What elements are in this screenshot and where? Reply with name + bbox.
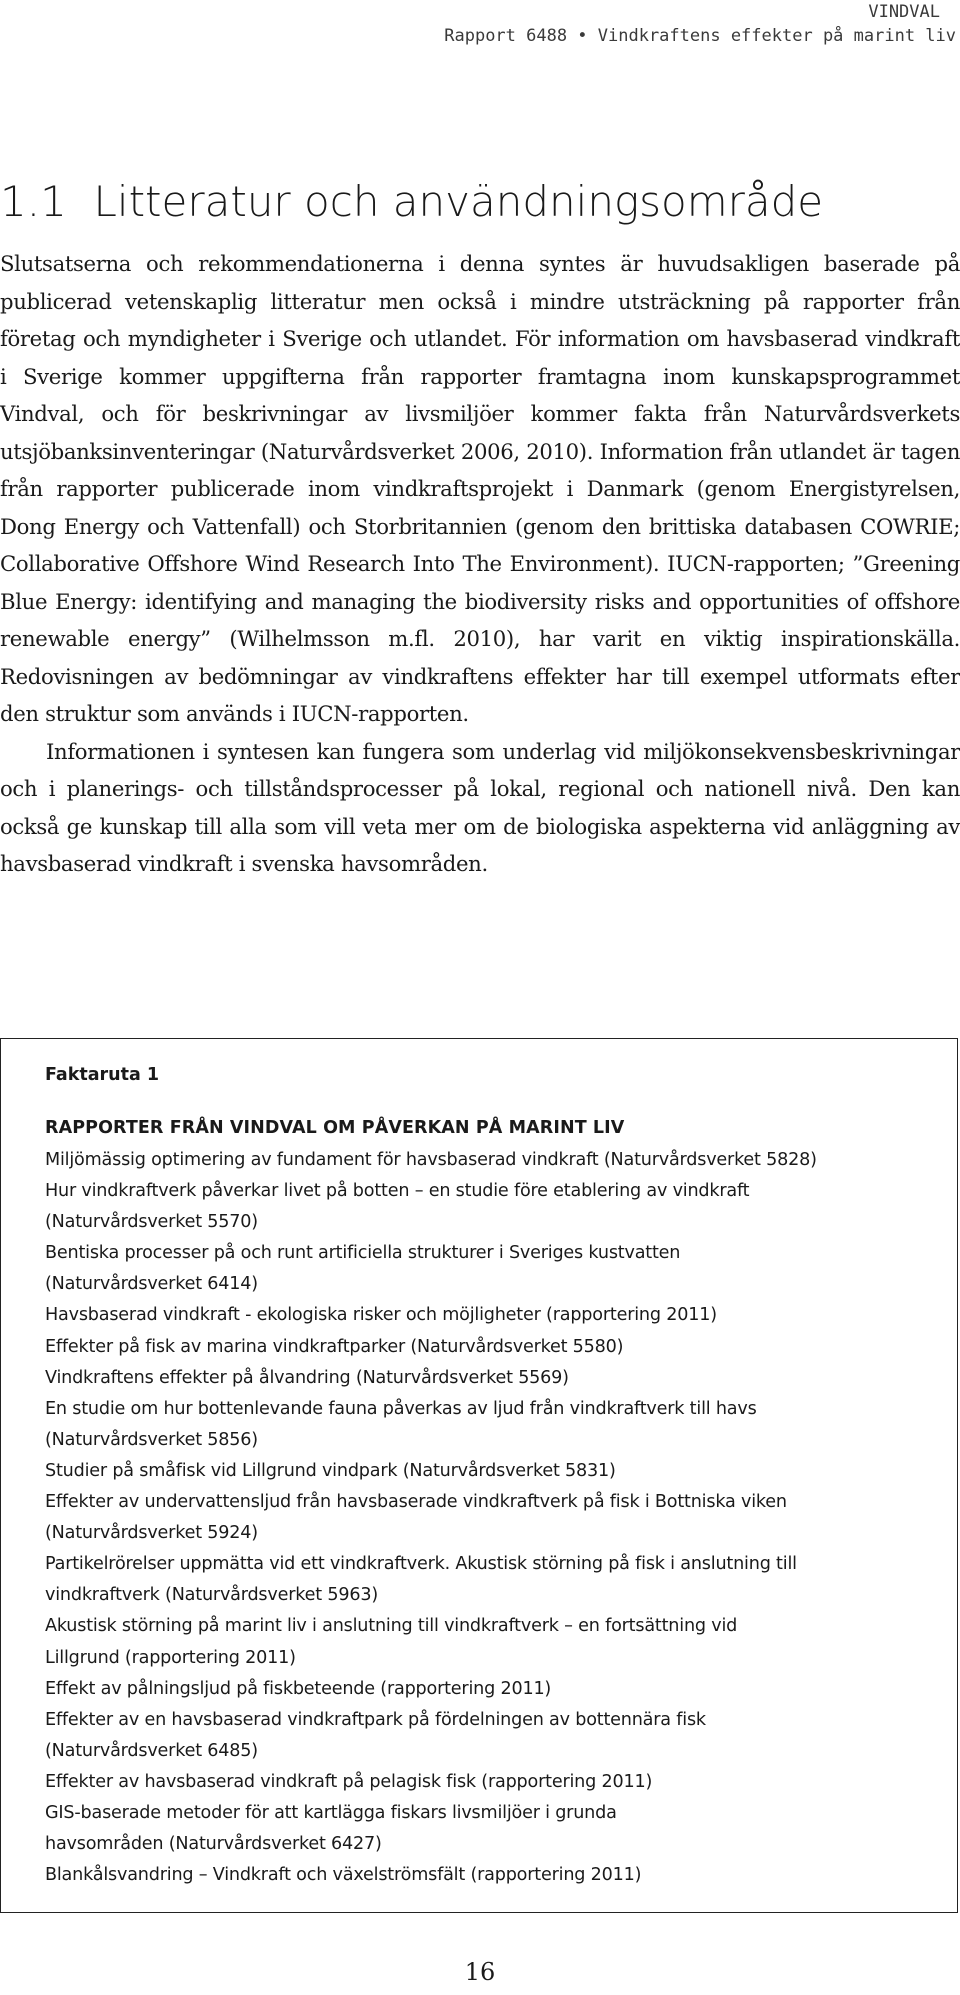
paragraph: Informationen i syntesen kan fungera som underlag vid miljökonsekvensbeskrivningar och i planerings- och tillståndsprocesser på lokal, regional och nationell nivå. Den kan också ge kunskap till alla som vill veta mer om de biologiska aspekterna vid anläggning av havsbaserad vindkraft i svenska havsområden. <box>0 738 960 876</box>
report-list <box>45 1145 937 1891</box>
list-item: GIS-baserade metoder för att kartlägga fiskars livsmiljöer i grunda <box>45 1802 617 1823</box>
paragraph: Slutsatserna och rekommendationerna i denna syntes är huvudsakligen baserade på publicerad vetenskaplig litteratur men också i mindre utsträckning på rapporter från företag och myndigheter i Sverige och utlandet. För information om havsbaserad vindkraft i Sverige kommer uppgifterna från rapporter framtagna inom kunskapsprogrammet Vindval, och för beskrivningar av livsmiljöer kommer fakta från Naturvårdsverkets utsjöbanksinventeringar (Naturvårdsverket 2006, 2010). Information från utlandet är tagen från rapporter publicerade inom vindkraftsprojekt i Danmark (genom Energistyrelsen, Dong Energy och Vattenfall) och Storbritannien (genom den brittiska databasen COWRIE; Collaborative Offshore Wind Research Into The Environment). IUCN-rapporten; ”Greening Blue Energy: identifying and managing the biodiversity risks and opportunities of offshore renewable energy” (Wilhelmsson m.fl. 2010), har varit en viktig inspirationskälla. Redovisningen av bedömningar av vindkraftens effekter har till exempel utformats efter den struktur som används i IUCN-rapporten. <box>0 251 960 726</box>
running-header <box>0 0 960 48</box>
list-item: (Naturvårdsverket 6414) <box>45 1274 258 1295</box>
list-item: (Naturvårdsverket 6485) <box>45 1740 258 1761</box>
series-name: VINDVAL <box>868 2 940 22</box>
page-number: 16 <box>464 1958 496 1986</box>
list-item: Effekter av en havsbaserad vindkraftpark på fördelningen av bottennära fisk <box>45 1709 706 1730</box>
body-text <box>0 245 960 883</box>
factbox <box>0 1038 958 1913</box>
section-heading <box>0 178 823 226</box>
list-item: Miljömässig optimering av fundament för havsbaserad vindkraft (Naturvårdsverket 5828) <box>45 1150 817 1170</box>
list-item: (Naturvårdsverket 5924) <box>45 1523 258 1544</box>
section-title: Litteratur och användningsområde <box>93 177 824 226</box>
list-item: havsområden (Naturvårdsverket 6427) <box>45 1834 382 1855</box>
list-item: Effekter av undervattensljud från havsbaserade vindkraftverk på fisk i Bottniska viken <box>45 1492 787 1513</box>
list-item: Bentiska processer på och runt artificiella strukturer i Sveriges kustvatten <box>45 1243 681 1264</box>
report-title: Rapport 6488 • Vindkraftens effekter på marint liv <box>444 26 956 46</box>
list-item: (Naturvårdsverket 5856) <box>45 1429 258 1450</box>
section-number: 1.1 <box>0 177 67 226</box>
list-item: vindkraftverk (Naturvårdsverket 5963) <box>45 1585 378 1606</box>
factbox-title: RAPPORTER FRÅN VINDVAL OM PÅVERKAN PÅ MARINT LIV <box>45 1118 625 1138</box>
list-item: Vindkraftens effekter på ålvandring (Naturvårdsverket 5569) <box>45 1367 569 1388</box>
list-item: Effekter på fisk av marina vindkraftparker (Naturvårdsverket 5580) <box>45 1336 624 1357</box>
list-item: Hur vindkraftverk påverkar livet på botten – en studie före etablering av vindkraft <box>45 1181 750 1202</box>
factbox-label: Faktaruta 1 <box>45 1065 160 1085</box>
list-item: Effekt av pålningsljud på fiskbeteende (rapportering 2011) <box>45 1678 552 1699</box>
list-item: Havsbaserad vindkraft - ekologiska risker och möjligheter (rapportering 2011) <box>45 1305 717 1326</box>
list-item: Studier på småfisk vid Lillgrund vindpark (Naturvårdsverket 5831) <box>45 1460 616 1481</box>
list-item: Blankålsvandring – Vindkraft och växelströmsfält (rapportering 2011) <box>45 1865 642 1886</box>
list-item: Effekter av havsbaserad vindkraft på pelagisk fisk (rapportering 2011) <box>45 1771 653 1792</box>
list-item: Partikelrörelser uppmätta vid ett vindkraftverk. Akustisk störning på fisk i anslutning till <box>45 1554 797 1575</box>
list-item: Akustisk störning på marint liv i anslutning till vindkraftverk – en fortsättning vid <box>45 1616 738 1637</box>
list-item: Lillgrund (rapportering 2011) <box>45 1647 296 1668</box>
list-item: (Naturvårdsverket 5570) <box>45 1212 258 1233</box>
list-item: En studie om hur bottenlevande fauna påverkas av ljud från vindkraftverk till havs <box>45 1398 757 1419</box>
